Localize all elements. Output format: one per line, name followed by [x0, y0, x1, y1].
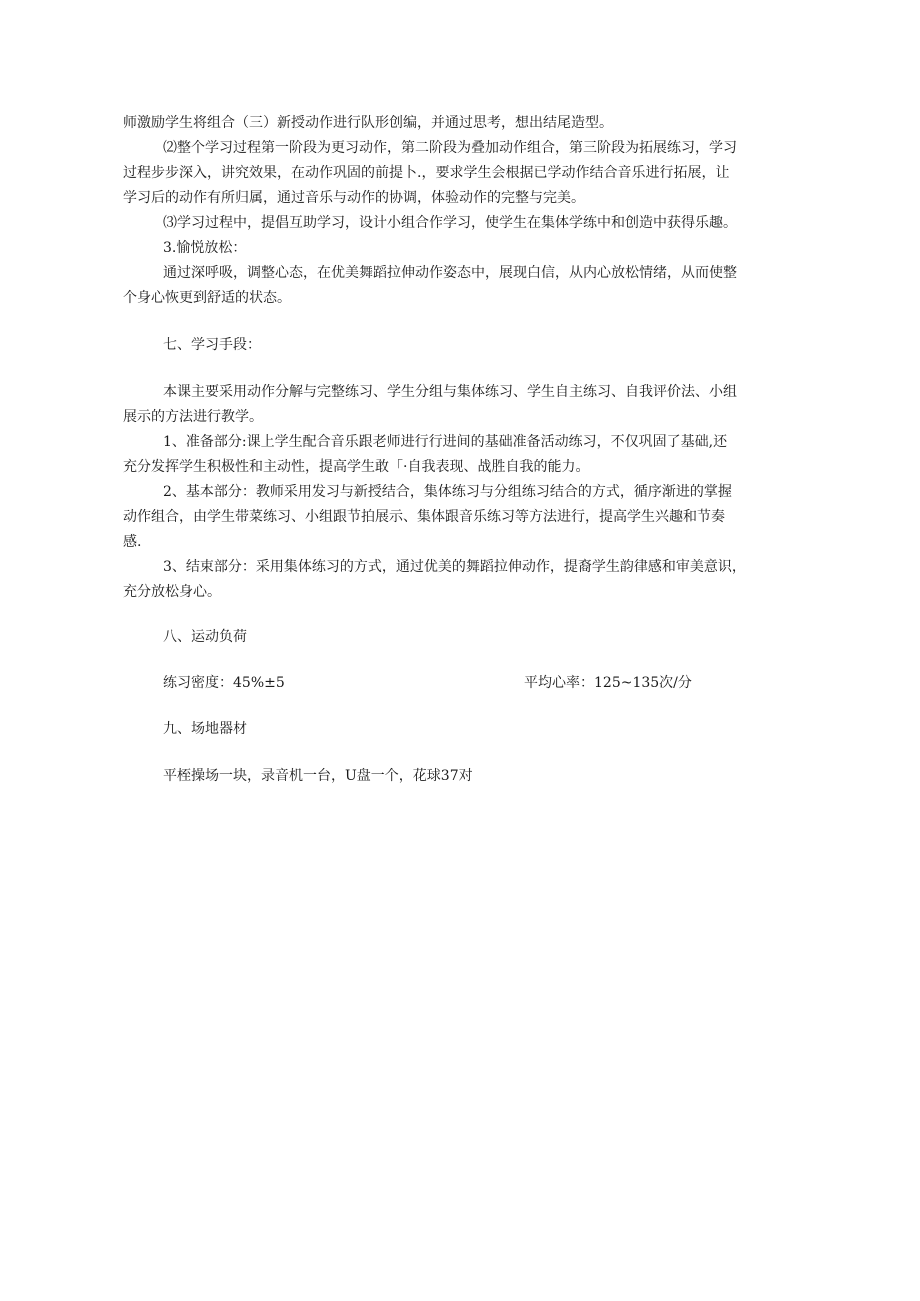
paragraph-item2-line1: ⑵整个学习过程第一阶段为更习动作，第二阶段为叠加动作组合，第三阶段为拓展练习，学习 — [163, 140, 737, 156]
section7-part2-line2: 动作组合，由学生带菜练习、小组跟节拍展示、集体跟音乐练习等方法进行，提高学生兴趣和节奏 — [123, 509, 725, 525]
relax-text-line1: 通过深呼吸，调整心态，在优美舞蹈拉伸动作姿态中，展现白信，从内心放松情绪，从而使整 — [163, 265, 737, 281]
section7-part3-line2: 充分放松身心。 — [123, 584, 221, 600]
relax-heading: 3.愉悦放松： — [163, 240, 247, 256]
section7-part1-line2: 充分发挥学生积极性和主动性，提高学生敢「·自我表现、战胜自我的能力。 — [123, 459, 590, 475]
section8-heading: 八、运动负荷 — [163, 629, 247, 645]
average-heart-rate: 平均心率：125~135次/分 — [524, 675, 692, 691]
section7-heading: 七、学习手段： — [163, 337, 261, 353]
paragraph-item2-line2: 过程步步深入，讲究效果，在动作巩固的前提卜.，要求学生会根据已学动作结合音乐进行拓展，让 — [123, 165, 730, 181]
paragraph-item3: ⑶学习过程中，提倡互助学习，设计小组合作学习，使学生在集体学练中和创造中获得乐趣。 — [163, 215, 737, 231]
relax-text-line2: 个身心恢更到舒适的状态。 — [123, 290, 291, 306]
section7-part1-line1: 1、准备部分:课上学生配合音乐跟老师进行行进间的基础准备活动练习，不仅巩固了基础,还 — [163, 434, 728, 450]
section7-intro-line2: 展示的方法进行教学。 — [123, 409, 263, 425]
paragraph-item2-line3: 学习后的动作有所归属，通过音乐与动作的协调，体验动作的完整与完美。 — [123, 190, 585, 206]
section7-intro-line1: 本课主要采用动作分解与完整练习、学生分组与集体练习、学生自主练习、自我评价法、小组 — [163, 384, 737, 400]
exercise-density: 练习密度：45%±5 — [163, 675, 285, 691]
section7-part2-line1: 2、基本部分：教师采用发习与新授结合，集体练习与分组练习结合的方式，循序渐进的掌握 — [163, 484, 732, 500]
section7-part3-line1: 3、结束部分：采用集体练习的方式，通过优美的舞蹈拉伸动作，提裔学生韵律感和审美意识， — [163, 559, 746, 575]
section9-heading: 九、场地器材 — [163, 721, 247, 737]
paragraph-continued-line: 师激励学生将组合（三）新授动作进行队形创编，并通过思考，想出结尾造型。 — [123, 115, 613, 131]
section7-part2-line3: 感. — [123, 534, 142, 550]
equipment-list: 平桎操场一块，录音机一台，U盘一个，花球37对 — [163, 768, 473, 784]
